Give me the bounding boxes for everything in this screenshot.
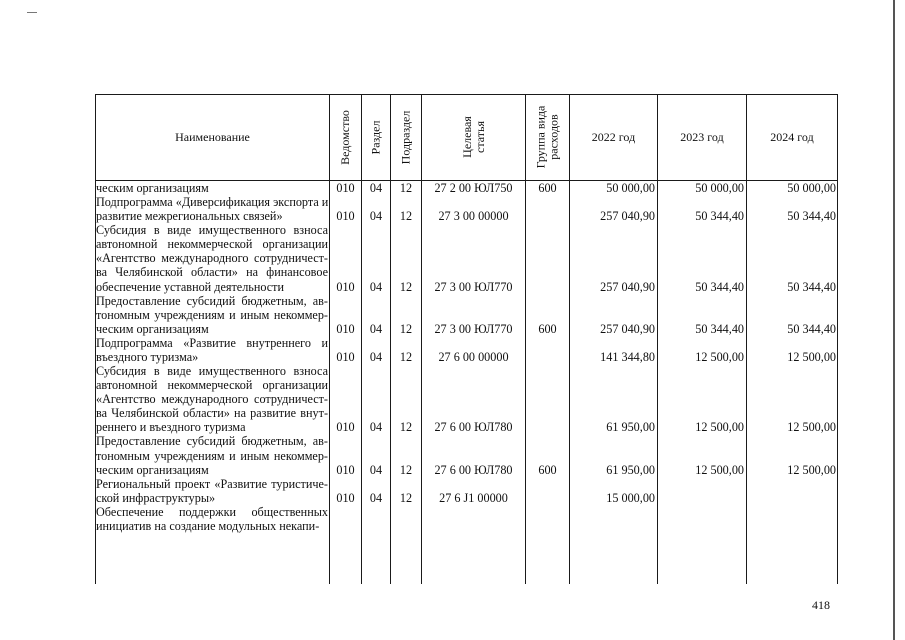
cell-gruppa-vida: 600 [538, 462, 557, 477]
cell-vedomstvo: 010 [336, 490, 355, 505]
cell-gruppa-vida: 600 [538, 181, 557, 195]
cell-2023: 12 500,00 [695, 349, 744, 364]
row-name-line: Региональный проект «Развитие туристиче- [96, 476, 328, 491]
cell-vedomstvo: 010 [336, 279, 355, 294]
row-name-line: ческим организациям [96, 462, 209, 477]
row-name-line: Подпрограмма «Развитие внутреннего и [96, 335, 328, 350]
cell-2023: 12 500,00 [695, 462, 744, 477]
cell-vedomstvo: 010 [336, 181, 355, 195]
cell-razdel: 04 [369, 420, 383, 435]
header-podr-cell [391, 94, 421, 180]
cell-vedomstvo: 010 [336, 349, 355, 364]
cell-vedomstvo: 010 [336, 209, 355, 224]
row-name-line: инициатив на создание модульных некапи- [96, 518, 320, 533]
cell-razdel: 04 [369, 321, 383, 336]
cell-2024: 12 500,00 [787, 349, 836, 364]
row-name-line: обеспечение уставной деятельности [96, 279, 285, 294]
cell-vedomstvo: 010 [336, 462, 355, 477]
row-name-line: автономной некоммерческой организации [96, 378, 328, 393]
scan-edge [893, 0, 895, 640]
cell-razdel: 04 [369, 462, 383, 477]
page-number: 418 [812, 598, 830, 612]
row-name-line: «Агентство международного сотрудничест- [96, 392, 328, 407]
cell-2023: 50 000,00 [695, 181, 744, 195]
row-name-line: ва Челябинской области» на финансовое [96, 265, 328, 280]
row-name-line: «Агентство международного сотрудничест- [96, 251, 328, 266]
header-vedomstvo: Ведомство [338, 109, 353, 165]
col-border-right [837, 94, 838, 584]
cell-2023: 50 344,40 [695, 279, 744, 294]
cell-2022: 257 040,90 [600, 279, 655, 294]
header-name-cell [96, 94, 329, 180]
cell-gruppa-vida: 600 [538, 321, 557, 336]
cell-2022: 61 950,00 [606, 420, 655, 435]
row-name-line: Субсидия в виде имущественного взноса [96, 364, 328, 379]
cell-2024: 50 344,40 [787, 321, 836, 336]
cell-podrazdel: 12 [399, 349, 413, 364]
cell-celevaya-statya: 27 3 00 ЮЛ770 [434, 279, 513, 294]
row-name-line: ва Челябинской области» на развитие внут- [96, 406, 328, 421]
header-celevaya-statya [460, 116, 486, 158]
cell-2023: 12 500,00 [695, 420, 744, 435]
row-name-line: автономной некоммерческой организации [96, 237, 328, 252]
cell-razdel: 04 [369, 181, 383, 195]
cell-podrazdel: 12 [399, 279, 413, 294]
cell-podrazdel: 12 [399, 209, 413, 224]
cell-celevaya-statya: 27 3 00 ЮЛ770 [434, 321, 513, 336]
header-2023: 2023 год [680, 129, 724, 144]
header-2022: 2022 год [591, 129, 636, 144]
cell-2022: 15 000,00 [606, 490, 655, 505]
row-name-line: Предоставление субсидий бюджетным, ав- [96, 293, 328, 308]
cell-vedomstvo: 010 [336, 420, 355, 435]
cell-celevaya-statya: 27 6 00 ЮЛ780 [434, 420, 513, 435]
cell-celevaya-statya: 27 6 J1 00000 [439, 490, 508, 505]
cell-2024: 12 500,00 [787, 420, 836, 435]
header-2024-cell [747, 94, 837, 180]
header-ved-cell [330, 94, 361, 180]
row-name-line: въездного туризма» [96, 349, 199, 364]
cell-podrazdel: 12 [399, 181, 413, 195]
cell-2023: 50 344,40 [695, 209, 744, 224]
row-name-line: ческим организациям [96, 321, 209, 336]
header-podrazdel: Подраздел [398, 110, 413, 164]
row-name-line: ческим организациям [96, 181, 209, 195]
cell-podrazdel: 12 [399, 321, 413, 336]
header-razdel: Раздел [368, 120, 383, 154]
header-grp-cell [526, 94, 569, 180]
header-gruppa-vida [535, 106, 561, 169]
row-name-line: Обеспечение поддержки общественных [96, 504, 328, 519]
header-2022-cell [570, 94, 657, 180]
row-name-line: ской инфраструктуры» [96, 490, 216, 505]
cell-2024: 12 500,00 [787, 462, 836, 477]
row-name-line: реннего и въездного туризма [96, 420, 246, 435]
cell-celevaya-statya: 27 3 00 00000 [438, 209, 509, 224]
cell-celevaya-statya: 27 6 00 ЮЛ780 [434, 462, 513, 477]
cell-2024: 50 000,00 [787, 181, 836, 195]
row-name-line: Подпрограмма «Диверсификация экспорта и [96, 195, 329, 210]
cell-razdel: 04 [369, 490, 383, 505]
header-cel-line2: статья [472, 121, 487, 153]
header-cel-line1: Целевая [459, 116, 474, 158]
cell-razdel: 04 [369, 279, 383, 294]
cell-2024: 50 344,40 [787, 209, 836, 224]
row-name-line: Предоставление субсидий бюджетным, ав- [96, 434, 328, 449]
cell-celevaya-statya: 27 6 00 00000 [438, 349, 509, 364]
scan-mark [27, 12, 37, 13]
cell-2022: 50 000,00 [606, 181, 655, 195]
header-cel-cell [422, 94, 525, 180]
header-2023-cell [658, 94, 746, 180]
row-name-line: тономным учреждениям и иным некоммер- [96, 448, 328, 463]
cell-podrazdel: 12 [399, 420, 413, 435]
header-razd-cell [362, 94, 390, 180]
cell-vedomstvo: 010 [336, 321, 355, 336]
cell-2024: 50 344,40 [787, 279, 836, 294]
cell-2022: 257 040,90 [600, 209, 655, 224]
header-name: Наименование [175, 129, 250, 144]
cell-2022: 141 344,80 [600, 349, 655, 364]
row-name-line: Субсидия в виде имущественного взноса [96, 223, 328, 238]
cell-razdel: 04 [369, 349, 383, 364]
header-grp-line2: расходов [546, 114, 561, 160]
cell-podrazdel: 12 [399, 490, 413, 505]
row-name-line: тономным учреждениям и иным некоммер- [96, 307, 328, 322]
cell-celevaya-statya: 27 2 00 ЮЛ750 [434, 181, 513, 195]
cell-razdel: 04 [369, 209, 383, 224]
cell-podrazdel: 12 [399, 462, 413, 477]
cell-2023: 50 344,40 [695, 321, 744, 336]
cell-2022: 61 950,00 [606, 462, 655, 477]
header-2024: 2024 год [770, 129, 814, 144]
cell-2022: 257 040,90 [600, 321, 655, 336]
header-grp-line1: Группа вида [533, 105, 548, 169]
row-name-line: развитие межрегиональных связей» [96, 209, 283, 224]
